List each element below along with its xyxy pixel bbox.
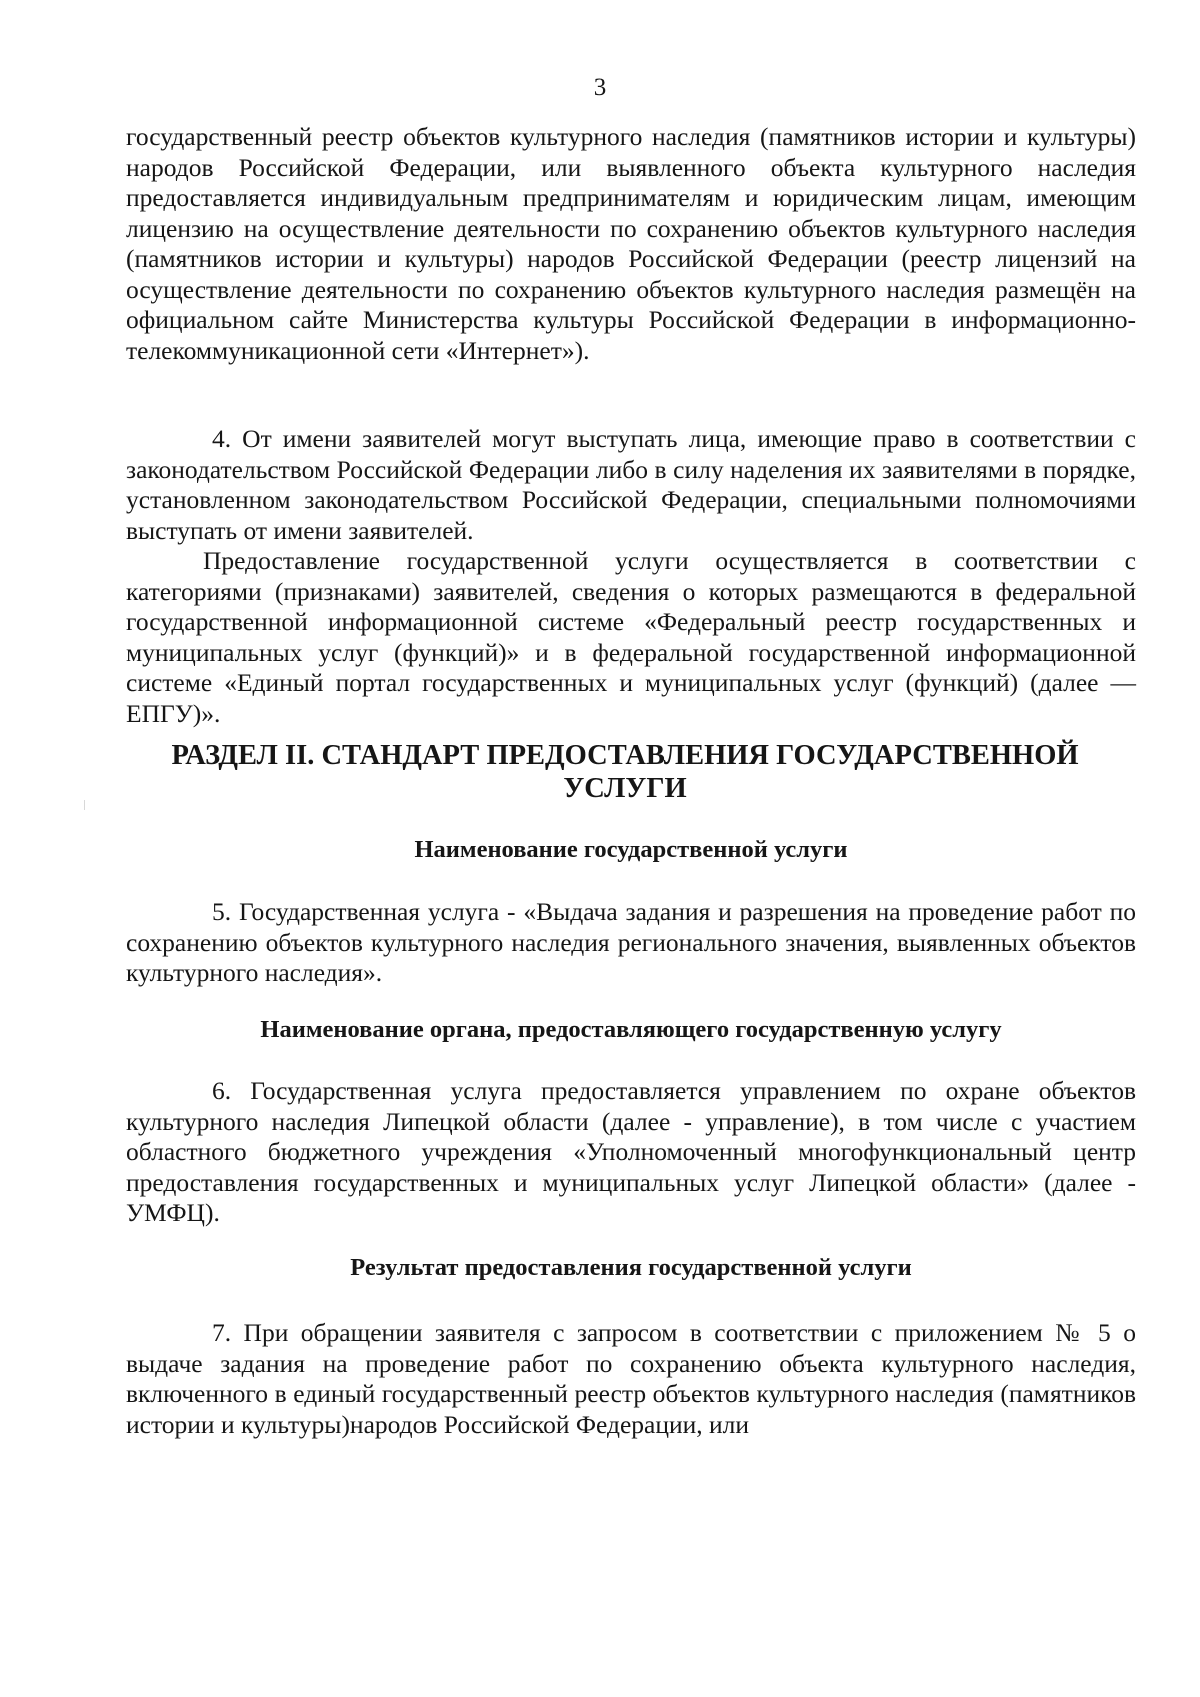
section-title: РАЗДЕЛ II. СТАНДАРТ ПРЕДОСТАВЛЕНИЯ ГОСУДАРСТВЕННОЙ УСЛУГИ (171, 740, 1079, 804)
paragraph-4: 4. От имени заявителей могут выступать лица, имеющие право в соответствии с законодательством Российской Федерации либо в силу наделения их заявителями в порядке, установленном законодательством Российской Федерации, специальными полномочиями выступать от имени заявителей. (126, 424, 1136, 545)
paragraph-5: 5. Государственная услуга - «Выдача задания и разрешения на проведение работ по сохранению объектов культурного наследия регионального значения, выявленных объектов культурного наследия». (126, 897, 1136, 987)
paragraph-6: 6. Государственная услуга предоставляется управлением по охране объектов культурного наследия Липецкой области (далее - управление), в том числе с участием областного бюджетного учреждения «Уполномоченный многофункциональный центр предоставления государственных и муниципальных услуг Липецкой области» (далее - УМФЦ). (126, 1076, 1136, 1227)
paragraph-7: 7. При обращении заявителя с запросом в соответствии с приложением № 5 о выдаче задания на проведение работ по сохранению объекта культурного наследия, включенного в единый государственный реестр объектов культурного наследия (памятников истории и культуры)народов Российской Федерации, или (126, 1318, 1136, 1439)
heading-result: Результат предоставления государственной услуги (350, 1254, 912, 1281)
intro-paragraph: государственный реестр объектов культурного наследия (памятников истории и культуры) народов Российской Федерации, или выявленного объекта культурного наследия предоставляется индивидуальным предпринимателям и юридическим лицам, имеющим лицензию на осуществление деятельности по сохранению объектов культурного наследия (памятников истории и культуры) народов Российской Федерации (реестр лицензий на осуществление деятельности по сохранению объектов культурного наследия размещён на официальном сайте Министерства культуры Российской Федерации в информационно-телекоммуникационной сети «Интернет»). (126, 122, 1136, 365)
heading-service-name: Наименование государственной услуги (414, 836, 848, 863)
paragraph-4-continuation: Предоставление государственной услуги осуществляется в соответствии с категориями (признаками) заявителей, сведения о которых размещаются в федеральной государственной информационной системе «Федеральный реестр государственных и муниципальных услуг (функций)» и в федеральной государственной информационной системе «Единый портал государственных и муниципальных услуг (функций) (далее — ЕПГУ)». (126, 546, 1136, 728)
margin-mark (84, 800, 85, 810)
page-number: 3 (593, 74, 607, 101)
heading-authority: Наименование органа, предоставляющего государственную услугу (260, 1016, 1002, 1043)
